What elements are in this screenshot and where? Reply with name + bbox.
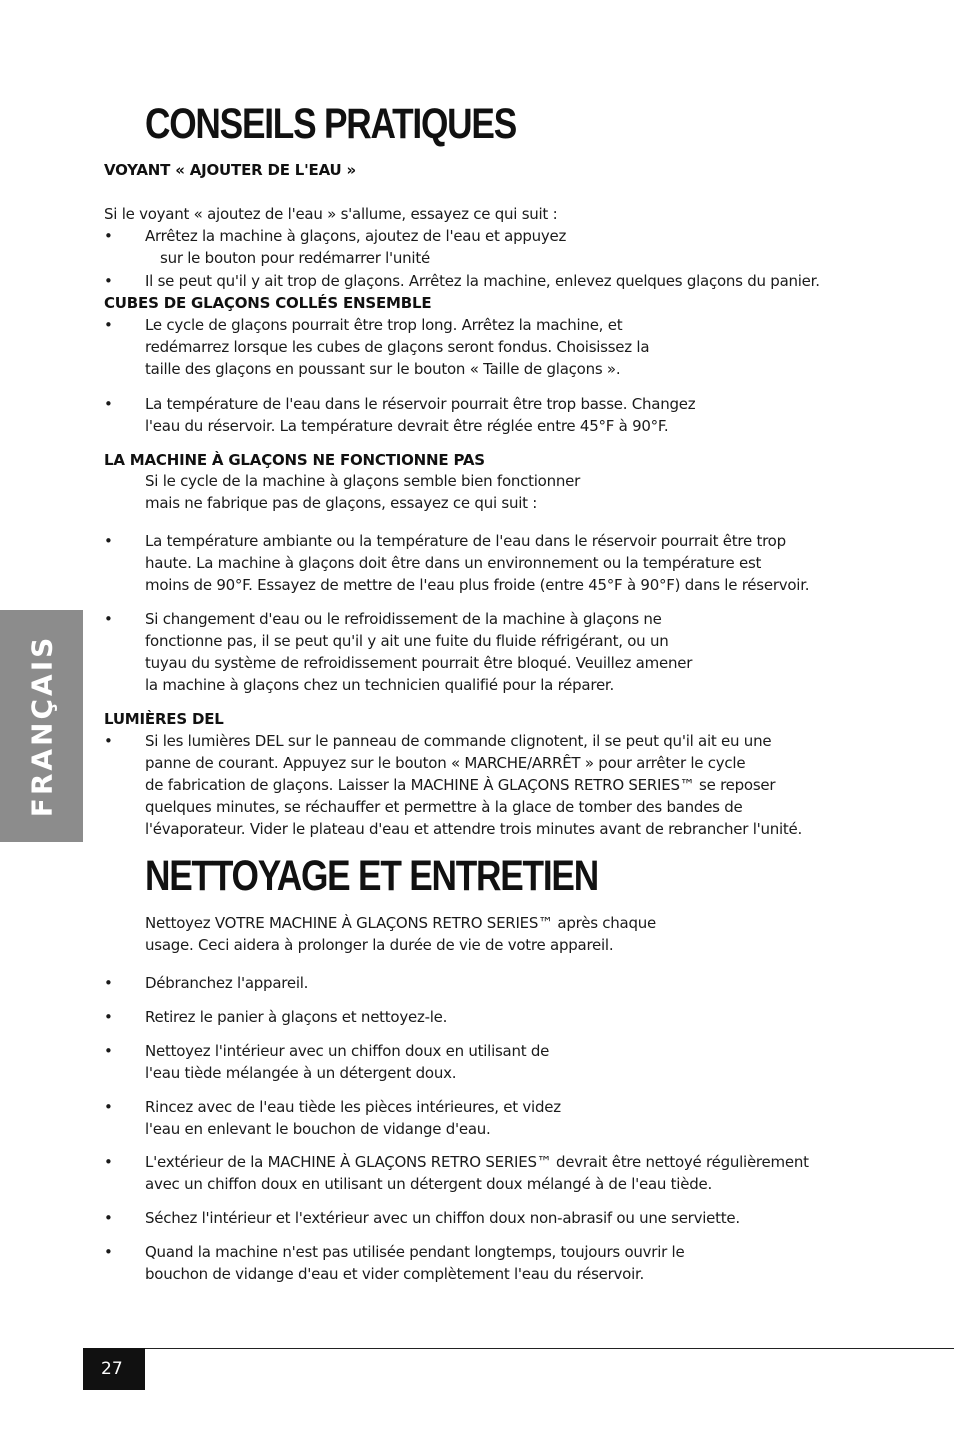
bullet-marker: •	[104, 272, 113, 290]
stuck-bullet1-line2: redémarrez lorsque les cubes de glaçons seront fondus. Choisissez la	[145, 338, 650, 356]
cleaning-bullet6-line1: Séchez l'intérieur et l'extérieur avec un chiffon doux non-abrasif ou une serviette.	[145, 1209, 740, 1227]
add-water-bullet1-line1: Arrêtez la machine à glaçons, ajoutez de l'eau et appuyez	[145, 227, 567, 245]
cleaning-bullet7-line1: Quand la machine n'est pas utilisée pendant longtemps, toujours ouvrir le	[145, 1243, 685, 1261]
add-water-bullet2-line1: Il se peut qu'il y ait trop de glaçons. Arrêtez la machine, enlevez quelques glaçons du panier.	[145, 272, 820, 290]
heading-led-lights: LUMIÈRES DEL	[104, 710, 224, 728]
language-label: FRANÇAIS	[25, 634, 58, 818]
cleaning-bullet2-line1: Retirez le panier à glaçons et nettoyez-le.	[145, 1008, 448, 1026]
cleaning-bullet5-line2: avec un chiffon doux en utilisant un détergent doux mélangé à de l'eau tiède.	[145, 1175, 712, 1193]
bullet-marker: •	[104, 1243, 113, 1261]
add-water-intro: Si le voyant « ajoutez de l'eau » s'allume, essayez ce qui suit :	[104, 205, 558, 223]
add-water-bullet1-line2: sur le bouton pour redémarrer l'unité	[160, 249, 430, 267]
cleaning-bullet3-line2: l'eau tiède mélangée à un détergent doux.	[145, 1064, 457, 1082]
cleaning-bullet7-line2: bouchon de vidange d'eau et vider complètement l'eau du réservoir.	[145, 1265, 645, 1283]
not-working-intro-line2: mais ne fabrique pas de glaçons, essayez ce qui suit :	[145, 494, 538, 512]
bullet-marker: •	[104, 1098, 113, 1116]
not-working-bullet1-line3: moins de 90°F. Essayez de mettre de l'eau plus froide (entre 45°F à 90°F) dans le réservoir.	[145, 576, 810, 594]
bullet-marker: •	[104, 316, 113, 334]
stuck-bullet1-line3: taille des glaçons en poussant sur le bouton « Taille de glaçons ».	[145, 360, 621, 378]
stuck-bullet1-line1: Le cycle de glaçons pourrait être trop long. Arrêtez la machine, et	[145, 316, 623, 334]
bullet-marker: •	[104, 610, 113, 628]
not-working-bullet2-line1: Si changement d'eau ou le refroidissement de la machine à glaçons ne	[145, 610, 662, 628]
cleaning-bullet3-line1: Nettoyez l'intérieur avec un chiffon doux en utilisant de	[145, 1042, 550, 1060]
not-working-bullet2-line4: la machine à glaçons chez un technicien qualifié pour la réparer.	[145, 676, 614, 694]
cleaning-bullet1-line1: Débranchez l'appareil.	[145, 974, 309, 992]
bullet-marker: •	[104, 1153, 113, 1171]
led-bullet1-line5: l'évaporateur. Vider le plateau d'eau et attendre trois minutes avant de rebrancher l'unité.	[145, 820, 803, 838]
cleaning-intro-line1: Nettoyez VOTRE MACHINE À GLAÇONS RETRO SERIES™ après chaque	[145, 914, 656, 932]
led-bullet1-line3: de fabrication de glaçons. Laisser la MACHINE À GLAÇONS RETRO SERIES™ se reposer	[145, 776, 776, 794]
not-working-bullet2-line3: tuyau du système de refroidissement pourrait être bloqué. Veuillez amener	[145, 654, 693, 672]
bullet-marker: •	[104, 1042, 113, 1060]
language-side-tab	[0, 610, 83, 842]
footer-rule	[83, 1348, 954, 1349]
bullet-marker: •	[104, 732, 113, 750]
led-bullet1-line1: Si les lumières DEL sur le panneau de commande clignotent, il se peut qu'il ait eu une	[145, 732, 772, 750]
led-bullet1-line4: quelques minutes, se réchauffer et permettre à la glace de tomber des bandes de	[145, 798, 743, 816]
bullet-marker: •	[104, 227, 113, 245]
section-title-cleaning: NETTOYAGE ET ENTRETIEN	[145, 852, 598, 900]
not-working-bullet1-line2: haute. La machine à glaçons doit être dans un environnement ou la température est	[145, 554, 762, 572]
stuck-bullet2-line2: l'eau du réservoir. La température devrait être réglée entre 45°F à 90°F.	[145, 417, 669, 435]
not-working-bullet2-line2: fonctionne pas, il se peut qu'il y ait une fuite du fluide réfrigérant, ou un	[145, 632, 669, 650]
bullet-marker: •	[104, 395, 113, 413]
bullet-marker: •	[104, 974, 113, 992]
stuck-bullet2-line1: La température de l'eau dans le réservoir pourrait être trop basse. Changez	[145, 395, 696, 413]
bullet-marker: •	[104, 1008, 113, 1026]
cleaning-bullet5-line1: L'extérieur de la MACHINE À GLAÇONS RETRO SERIES™ devrait être nettoyé régulièrement	[145, 1153, 809, 1171]
page-number: 27	[83, 1348, 145, 1390]
section-title-tips: CONSEILS PRATIQUES	[145, 100, 516, 148]
heading-stuck-cubes: CUBES DE GLAÇONS COLLÉS ENSEMBLE	[104, 294, 432, 312]
heading-not-working: LA MACHINE À GLAÇONS NE FONCTIONNE PAS	[104, 451, 485, 469]
cleaning-bullet4-line1: Rincez avec de l'eau tiède les pièces intérieures, et videz	[145, 1098, 561, 1116]
cleaning-intro-line2: usage. Ceci aidera à prolonger la durée de vie de votre appareil.	[145, 936, 614, 954]
heading-add-water: VOYANT « AJOUTER DE L'EAU »	[104, 161, 357, 179]
bullet-marker: •	[104, 1209, 113, 1227]
not-working-bullet1-line1: La température ambiante ou la température de l'eau dans le réservoir pourrait être trop	[145, 532, 786, 550]
cleaning-bullet4-line2: l'eau en enlevant le bouchon de vidange d'eau.	[145, 1120, 491, 1138]
bullet-marker: •	[104, 532, 113, 550]
led-bullet1-line2: panne de courant. Appuyez sur le bouton « MARCHE/ARRÊT » pour arrêter le cycle	[145, 754, 746, 772]
not-working-intro-line1: Si le cycle de la machine à glaçons semble bien fonctionner	[145, 472, 581, 490]
